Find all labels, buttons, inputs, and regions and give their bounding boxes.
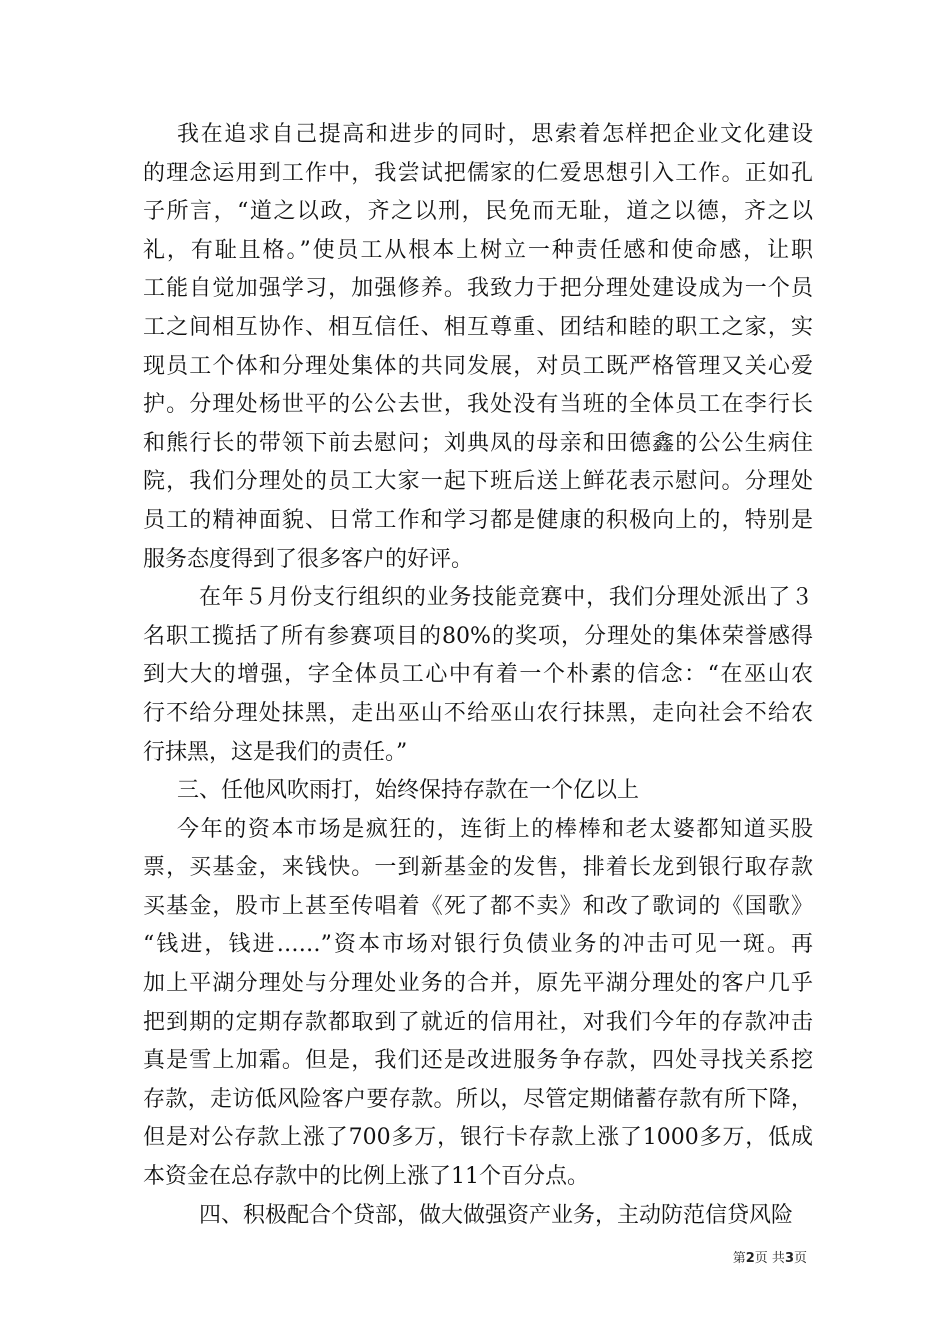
text-line: 但是对公存款上涨了700多万，银行卡存款上涨了1000多万，低成 (143, 1125, 813, 1151)
section-heading (143, 772, 813, 811)
paragraph (143, 116, 813, 579)
text-line: “钱进，钱进……”资本市场对银行负债业务的冲击可见一斑。再 (143, 932, 813, 958)
text-line: 服务态度得到了很多客户的好评。 (143, 546, 474, 572)
text-line: 四、积极配合个贷部，做大做强资产业务，主动防范信贷风险 (199, 1202, 794, 1228)
paragraph (143, 811, 813, 1197)
text-line: 真是雪上加霜。但是，我们还是改进服务争存款，四处寻找关系挖 (143, 1048, 813, 1074)
text-line: 名职工揽括了所有参赛项目的80%的奖项，分理处的集体荣誉感得 (143, 623, 813, 649)
text-line: 买基金，股市上甚至传唱着《死了都不卖》和改了歌词的《国歌》 (143, 893, 813, 919)
paragraph (143, 579, 813, 772)
text-line: 行不给分理处抹黑，走出巫山不给巫山农行抹黑，走向社会不给农 (143, 700, 813, 726)
text-line: 的理念运用到工作中，我尝试把儒家的仁爱思想引入工作。正如孔 (143, 160, 813, 186)
text-line: 在年５月份支行组织的业务技能竞赛中，我们分理处派出了３ (199, 585, 813, 611)
text-line: 院，我们分理处的员工大家一起下班后送上鲜花表示慰问。分理处 (143, 469, 813, 495)
text-line: 今年的资本市场是疯狂的，连街上的棒棒和老太婆都知道买股 (177, 816, 813, 842)
text-line: 子所言，“道之以政，齐之以刑，民免而无耻，道之以德，齐之以 (143, 199, 813, 225)
text-line: 我在追求自己提高和进步的同时，思索着怎样把企业文化建设 (177, 122, 813, 147)
text-line: 礼，有耻且格。”使员工从根本上树立一种责任感和使命感，让职 (143, 237, 813, 263)
text-line: 到大大的增强，字全体员工心中有着一个朴素的信念：“在巫山农 (143, 662, 813, 688)
text-line: 护。分理处杨世平的公公去世，我处没有当班的全体员工在李行长 (143, 392, 813, 418)
current-page-number: 2 (745, 1251, 755, 1266)
text-line: 员工的精神面貌、日常工作和学习都是健康的积极向上的，特别是 (143, 507, 813, 533)
section-heading (143, 1197, 813, 1236)
footer-middle: 页 共 (754, 1251, 785, 1266)
text-line: 工能自觉加强学习，加强修养。我致力于把分理处建设成为一个员 (143, 276, 813, 302)
text-line: 本资金在总存款中的比例上涨了11个百分点。 (143, 1164, 589, 1190)
text-line: 行抹黑，这是我们的责任。” (143, 739, 408, 765)
text-line: 现员工个体和分理处集体的共同发展，对员工既严格管理又关心爱 (143, 353, 813, 379)
text-line: 把到期的定期存款都取到了就近的信用社，对我们今年的存款冲击 (143, 1009, 813, 1035)
total-page-number: 3 (784, 1251, 794, 1266)
footer-suffix: 页 (793, 1251, 807, 1266)
page-number-footer (733, 1247, 807, 1266)
text-line: 加上平湖分理处与分理处业务的合并，原先平湖分理处的客户几乎 (143, 971, 813, 997)
text-line: 和熊行长的带领下前去慰问；刘典凤的母亲和田德鑫的公公生病住 (143, 430, 813, 456)
footer-prefix: 第 (732, 1251, 746, 1266)
text-line: 工之间相互协作、相互信任、相互尊重、团结和睦的职工之家，实 (143, 314, 813, 340)
text-line: 三、任他风吹雨打，始终保持存款在一个亿以上 (177, 778, 640, 804)
text-line: 票，买基金，来钱快。一到新基金的发售，排着长龙到银行取存款 (143, 855, 813, 881)
text-line: 存款，走访低风险客户要存款。所以，尽管定期储蓄存款有所下降， (143, 1086, 813, 1112)
document-body (143, 116, 813, 1235)
